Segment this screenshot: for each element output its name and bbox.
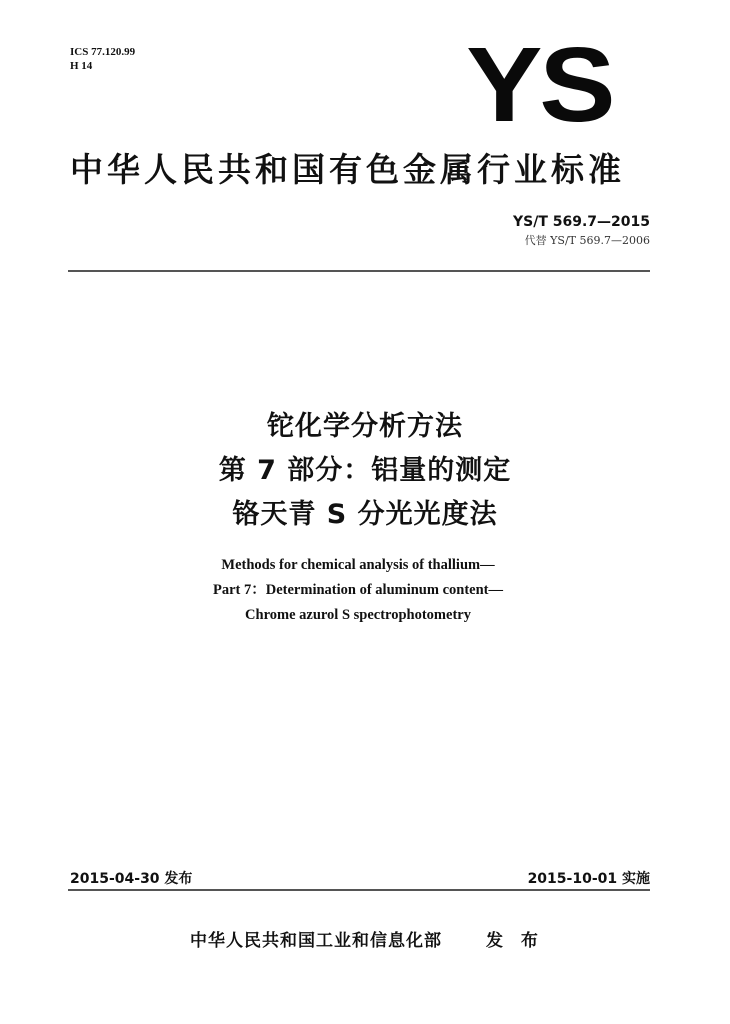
standard-number: YS/T 569.7—2015 (512, 214, 650, 230)
ics-code: ICS 77.120.99 (70, 46, 136, 58)
ys-logo: YS (465, 26, 612, 144)
chinese-title-line-3: 铬天青 S 分光光度法 (232, 499, 498, 530)
english-title-line-1: Methods for chemical analysis of thallium— (221, 557, 495, 573)
publisher: 中华人民共和国工业和信息化部 (190, 931, 442, 951)
chinese-title-line-2: 第 7 部分：铝量的测定 (218, 455, 512, 486)
issue-date: 2015-04-30 发布 (70, 871, 193, 887)
english-title (0, 553, 716, 628)
implementation-date: 2015-10-01 实施 (527, 871, 650, 887)
chinese-title-line-1: 铊化学分析方法 (267, 411, 463, 442)
chinese-title (0, 405, 730, 537)
category-code: H 14 (70, 60, 93, 72)
industry-standard-title: 中华人民共和国有色金属行业标准 (70, 150, 625, 189)
replaces-standard: 代替 YS/T 569.7—2006 (524, 234, 650, 247)
english-title-line-3: Chrome azurol S spectrophotometry (245, 607, 471, 623)
english-title-line-2: Part 7：Determination of aluminum content— (213, 582, 503, 598)
bottom-divider (68, 889, 650, 891)
publish-label: 发 布 (486, 931, 544, 951)
top-divider (68, 270, 650, 272)
